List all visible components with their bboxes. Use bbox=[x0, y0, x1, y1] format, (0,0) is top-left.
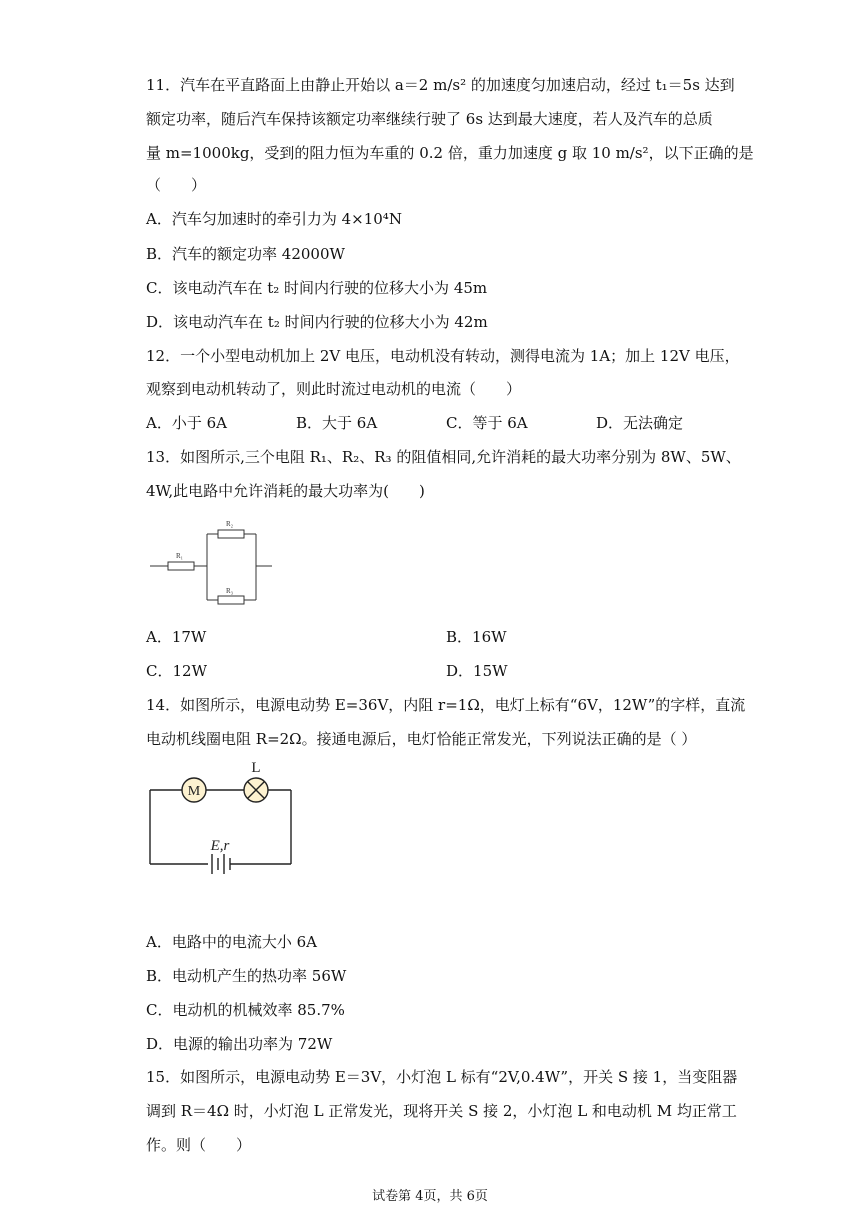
q11-stem-line-1: 11．汽车在平直路面上由静止开始以 a＝2 m/s² 的加速度匀加速启动，经过 t₁＝5s 达到 bbox=[146, 76, 735, 94]
q15-stem-line-2: 调到 R＝4Ω 时，小灯泡 L 正常发光，现将开关 S 接 2，小灯泡 L 和电动机 M 均正常工 bbox=[146, 1102, 737, 1120]
q14-lamp-label: L bbox=[251, 760, 261, 776]
q14-source-label: E,r bbox=[210, 838, 230, 854]
q13-option-a: A．17W bbox=[146, 628, 207, 646]
q14-stem-line-2: 电动机线圈电阻 R=2Ω。接通电源后，电灯恰能正常发光，下列说法正确的是（ ） bbox=[146, 730, 697, 748]
q12-stem-line-2: 观察到电动机转动了，则此时流过电动机的电流（ ） bbox=[146, 380, 522, 398]
q13-resistor-circuit-figure bbox=[146, 514, 276, 610]
q13-option-c: C．12W bbox=[146, 662, 207, 680]
q11-answer-bracket: （ ） bbox=[146, 176, 207, 194]
q14-option-d: D．电源的输出功率为 72W bbox=[146, 1035, 333, 1053]
q11-stem-line-3: 量 m=1000kg，受到的阻力恒为车重的 0.2 倍，重力加速度 g 取 10 m/s²，以下正确的是 bbox=[146, 144, 754, 162]
q12-option-a: A．小于 6A bbox=[146, 414, 227, 432]
q15-stem-line-1: 15．如图所示，电源电动势 E＝3V，小灯泡 L 标有“2V,0.4W”，开关 S 接 1，当变阻器 bbox=[146, 1068, 738, 1086]
q11-stem-line-2: 额定功率，随后汽车保持该额定功率继续行驶了 6s 达到最大速度，若人及汽车的总质 bbox=[146, 110, 713, 128]
q14-motor-label: M bbox=[187, 784, 201, 799]
q14-option-b: B．电动机产生的热功率 56W bbox=[146, 967, 347, 985]
q11-option-d: D．该电动汽车在 t₂ 时间内行驶的位移大小为 42m bbox=[146, 313, 488, 331]
q15-stem-line-3: 作。则（ ） bbox=[146, 1136, 252, 1154]
q14-option-c: C．电动机的机械效率 85.7% bbox=[146, 1001, 345, 1019]
q13-stem-line-2: 4W,此电路中允许消耗的最大功率为( ) bbox=[146, 482, 425, 500]
q11-option-c: C．该电动汽车在 t₂ 时间内行驶的位移大小为 45m bbox=[146, 279, 488, 297]
q11-option-a: A．汽车匀加速时的牵引力为 4×10⁴N bbox=[146, 210, 402, 228]
q13-r1-label: R₁ bbox=[176, 552, 184, 560]
q13-r3-label: R₃ bbox=[226, 587, 234, 595]
q12-option-b: B．大于 6A bbox=[296, 414, 378, 432]
q12-option-d: D．无法确定 bbox=[596, 414, 684, 432]
q12-stem-line-1: 12．一个小型电动机加上 2V 电压，电动机没有转动，测得电流为 1A；加上 12V 电压， bbox=[146, 347, 740, 365]
q14-motor-lamp-circuit-figure bbox=[146, 758, 296, 882]
q13-r2-label: R₂ bbox=[226, 520, 234, 528]
q14-stem-line-1: 14．如图所示，电源电动势 E=36V，内阻 r=1Ω，电灯上标有“6V，12W”的字样，直流 bbox=[146, 696, 746, 714]
q12-option-c: C．等于 6A bbox=[446, 414, 528, 432]
q14-option-a: A．电路中的电流大小 6A bbox=[146, 933, 317, 951]
q13-option-b: B．16W bbox=[446, 628, 507, 646]
q11-option-b: B．汽车的额定功率 42000W bbox=[146, 245, 345, 263]
q13-stem-line-1: 13．如图所示,三个电阻 R₁、R₂、R₃ 的阻值相同,允许消耗的最大功率分别为 8W、5W、 bbox=[146, 448, 741, 466]
page-footer: 试卷第 4页，共 6页 bbox=[372, 1189, 488, 1204]
q13-option-d: D．15W bbox=[446, 662, 508, 680]
